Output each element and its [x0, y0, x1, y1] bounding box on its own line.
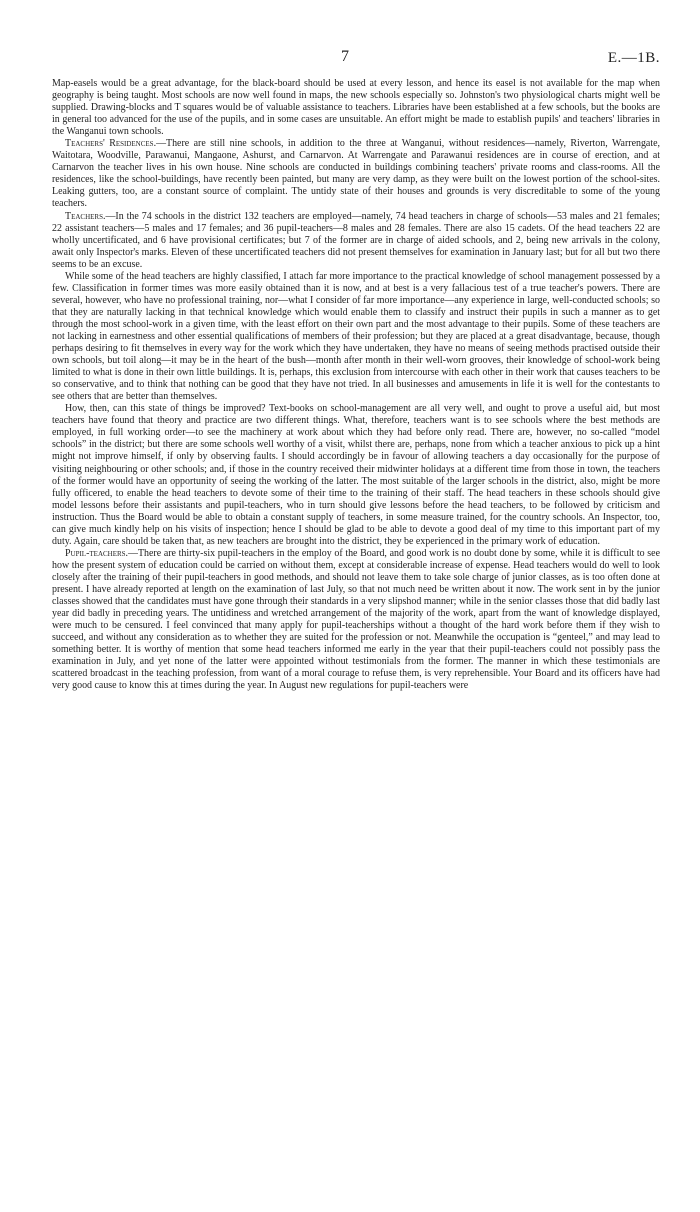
paragraph-map-easels: [52, 78, 660, 138]
page-number: 7: [341, 48, 349, 65]
paragraph-text: Map-easels would be a great advantage, for the black-board should be used at every lesson, and hence its easel is not available for the map when geography is being taught. Most schools are now well found in maps, the new schools especially so. Johnston's two physiological charts might well be supplied. Drawing-blocks and T squares would be of valuable assistance to teachers. Libraries have been established at a few schools, but the books are in general too advanced for the use of the pupils, and in some cases are unsuitable. An effort might be made to establish pupils' and teachers' libraries in the Wanganui town schools.: [52, 78, 660, 138]
paragraph-text: How, then, can this state of things be improved? Text-books on school-management are all very well, and ought to prove a useful aid, but most teachers have found that theory and practice are two different things. What, therefore, teachers want is to see schools where the best methods are employed, in full working order—to see the machinery at work about which they had before only read. There are, however, no so-called “model schools” in the district; but there are some schools well worthy of a visit, whilst there are, perhaps, none from which a teacher anxious to pick up a hint might not improve himself, if only by observing faults. I should accordingly be in favour of allowing teachers a day occasionally for the purpose of visiting neighbouring or other schools; and, if those in the country received their midwinter holidays at a different time from those in town, the teachers of the former would have an opportunity of seeing the working of the latter. The most suitable of the larger schools in the district, also, might be more fully officered, to enable the head teachers to devote some of their time to the training of their staff. The head teachers in these schools should give model lessons before their assistants and pupil-teachers, who in turn should give lessons before the head teachers, to be followed by criticism and instruction. Thus the Board would be able to obtain a constant supply of teachers, in some measure trained, for the country schools. An Inspector, too, can give much kindly help on his visits of inspection; hence I should be glad to be able to devote a good deal of my time to this important part of my duty. Again, care should be taken that, as new teachers are brought into the district, they be experienced in the primary work of education.: [52, 403, 660, 547]
paragraph-text: While some of the head teachers are highly classified, I attach far more importance to the practical knowledge of school management possessed by a few. Classification in former times was more easily obtained than it is now, and at best is a very fallacious test of a true teacher's powers. There are several, however, who have no professional training, nor—what I consider of far more importance—any experience in large, well-conducted schools; so that they are naturally lacking in that technical knowledge which would enable them to classify and instruct their pupils in such a manner as to get through the most school-work in a given time, with the least effort on their own part and the most advantage to their pupils. Some of these teachers are not lacking in earnestness and other essential qualifications of members of their profession; but they are placed at a great disadvantage, because, though perhaps desiring to fit themselves in every way for the work which they have undertaken, they have no means of seeing methods practised outside their own schools, but toil along—it may be in the heart of the bush—month after month in their well-worn grooves, their knowledge of school-work being limited to what is done in their own little buildings. It is, perhaps, this exclusion from intercourse with each other in their work that causes teachers to be so conservative, and to think that nothing can be good that they have not tried. In all businesses and amusements in life it is well for the contestants to see others that are better than themselves.: [52, 270, 660, 403]
section-heading: Teachers' Residences.: [65, 138, 157, 150]
paragraph-text: —In the 74 schools in the district 132 teachers are employed—namely, 74 head teachers in charge of schools—53 males and 21 females; 22 assistant teachers—5 males and 17 females; and 36 pupil-teachers—8 males and 28 females. There are also 15 cadets. Of the head teachers 22 are wholly uncertificated, and 6 have provisional certificates; but 7 of the former are in charge of aided schools, and 2, being new arrivals in the colony, await only Inspector's marks. Eleven of these uncertificated teachers did not present themselves for examination in January last; but for all but two there seems to be an excuse.: [52, 210, 660, 270]
section-heading: Teachers.: [65, 210, 106, 222]
page-header: [52, 48, 660, 78]
paragraph-pupil-teachers: [52, 548, 660, 693]
paragraph-text: —There are still nine schools, in addition to the three at Wanganui, without residences—namely, Riverton, Warrengate, Waitotara, Woodville, Parawanui, Mangaone, Ashurst, and Carnarvon. At Warrengate and Parawanui residences are in course of erection, and at Carnarvon the teacher lives in his own house. Nine schools are conducted in buildings combining teachers' private rooms and class-rooms. All the residences, like the school-buildings, have recently been painted, but many are very damp, as they were built on the lowest portion of the school-sites. Leaking gutters, too, are a constant source of complaint. The untidy state of their houses and grounds is very discreditable to some of the young teachers.: [52, 138, 660, 210]
paragraph-teachers: [52, 211, 660, 271]
section-heading: Pupil-teachers.: [65, 547, 129, 559]
paragraph-improvement: [52, 403, 660, 548]
page-code: E.—1B.: [607, 50, 660, 66]
paragraph-text: —There are thirty-six pupil-teachers in the employ of the Board, and good work is no doubt done by some, while it is difficult to see how the present system of education could be carried on without them, except at considerable increase of expense. Head teachers would do well to look closely after the training of their pupil-teachers in good methods, and should not leave them to take sole charge of junior classes, as is too often done at present. I have already reported at length on the examination of last July, so that not much need be written about it now. The work sent in by the junior classes showed that the candidates must have gone through their standards in a very slipshod manner; while in the senior classes those that did badly last year did badly in preceding years. The untidiness and wretched arrangement of the majority of the work, apart from the want of knowledge displayed, were much to be censured. I feel convinced that many apply for pupil-teacherships without a thought of the hard work before them if they wish to succeed, and without any consideration as to whether they are suited for the profession or not. Meanwhile the occupation is “genteel,” and may lead to something better. It is worthy of mention that some head teachers informed me early in the year that their pupil-teachers could not possibly pass the examination in July, and yet none of the latter were appointed without testimonials from the former. The manner in which these testimonials are scattered broadcast in the teaching profession, from want of a moral courage to refuse them, is very reprehensible. Your Board and its officers have had very good cause to know this at times during the year. In August new regulations for pupil-teachers were: [52, 547, 660, 692]
paragraph-head-teachers: [52, 271, 660, 404]
paragraph-teachers-residences: [52, 138, 660, 210]
